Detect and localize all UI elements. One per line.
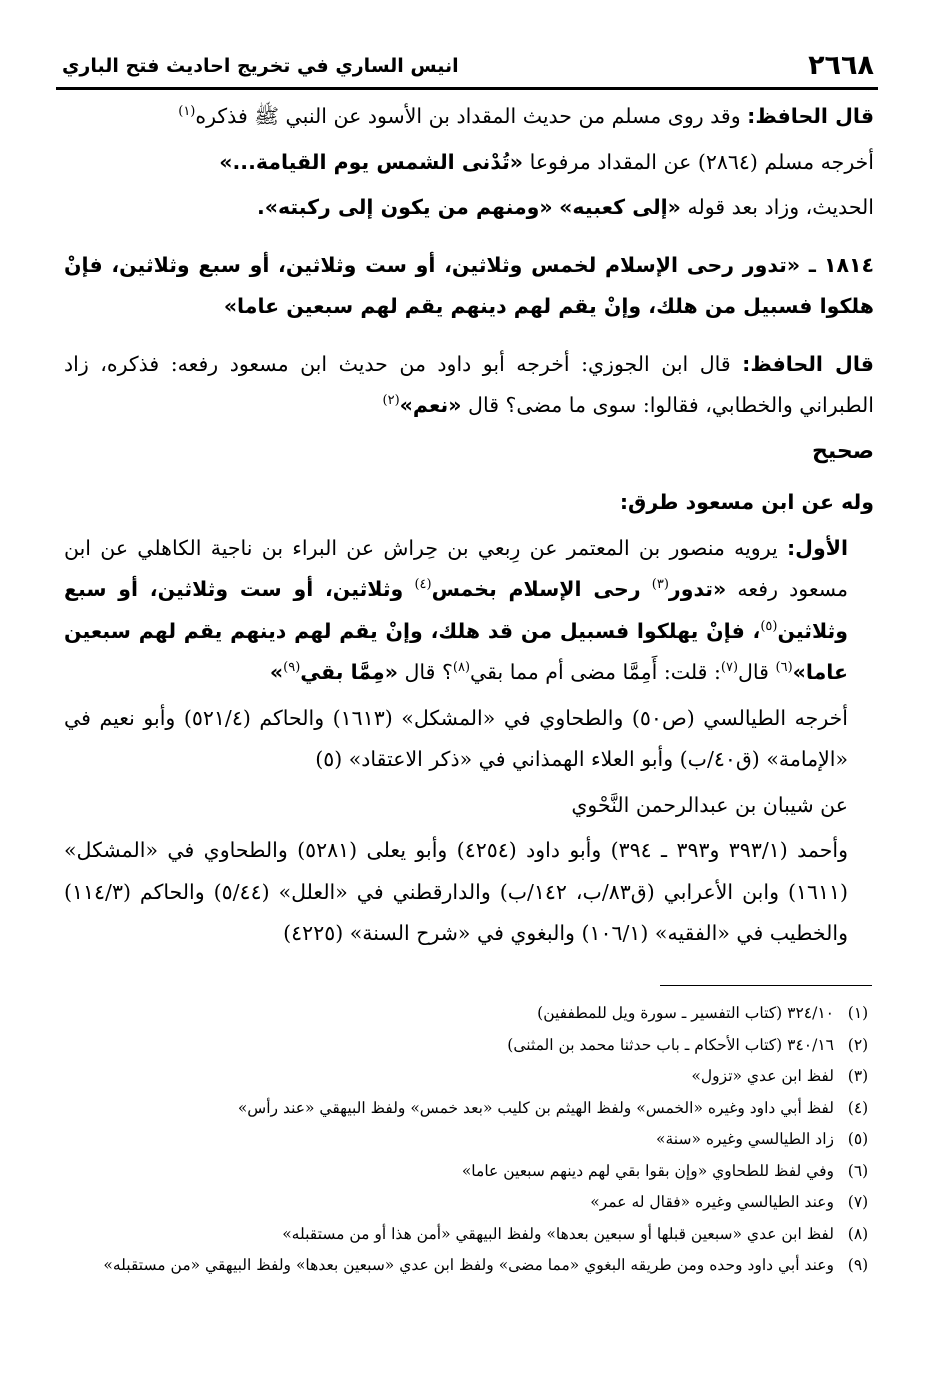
hadith-quote: «إلى كعبيه» xyxy=(559,195,681,219)
paragraph-text: قال ابن الجوزي: أخرجه أبو داود من حديث ابن مسعود رفعه: فذكره، زاد الطبراني والخطابي، فقالوا: سوى ما مضى؟ قال xyxy=(64,351,874,417)
footnote xyxy=(64,1250,882,1282)
paragraph-muslim xyxy=(64,142,874,184)
footnote-text: لفظ أبي داود وغيره «الخمس» ولفظ الهيثم بن كليب «بعد خمس» ولفظ البيهقي «عند رأس» xyxy=(237,1098,834,1117)
hadith-quote: » xyxy=(269,660,284,684)
footnote-rule xyxy=(660,985,872,986)
footnote-text: لفظ ابن عدي «سبعين قبلها أو سبعين بعدها» ولفظ البيهقي «أمن هذا أو من مستقبله» xyxy=(282,1224,834,1243)
footnote-ref[interactable]: (٦) xyxy=(775,660,793,676)
hadith-quote: «ومنهم من يكون إلى ركبته». xyxy=(256,195,553,219)
footnote-number: (٣) xyxy=(847,1067,869,1085)
footnote-ref[interactable]: (٣) xyxy=(651,577,669,593)
footnote-number: (٩) xyxy=(847,1256,869,1274)
chain-text: ؟ قال xyxy=(404,660,453,684)
footnote xyxy=(64,1093,882,1125)
footnote-number: (١) xyxy=(847,1004,869,1022)
paragraph-addition xyxy=(64,187,874,229)
footnote xyxy=(64,1187,882,1219)
footnote-number: (٧) xyxy=(847,1193,869,1211)
running-title: انيس الساري في تخريج احاديث فتح الباري xyxy=(62,55,459,77)
chain-shayban: عن شيبان بن عبدالرحمن النَّحْوي xyxy=(571,792,848,817)
footnote-text: وعند الطيالسي وغيره «فقال له عمر» xyxy=(590,1193,834,1211)
footnote-ref[interactable]: (٢) xyxy=(382,393,400,409)
footnote xyxy=(64,1219,882,1251)
footnote xyxy=(64,998,882,1030)
footnote xyxy=(64,1124,882,1156)
hadith-number: ١٨١٤ xyxy=(823,252,874,277)
hadith-text: ـ «تدور رحى الإسلام لخمس وثلاثين، أو ست وثلاثين، أو سبع وثلاثين، فإنْ هلكوا فسبيل من هلك، وإنْ يقم لهم دينهم يقم لهم سبعين عاما» xyxy=(64,252,874,318)
paragraph-hafiz-1 xyxy=(64,96,874,138)
hadith-quote: رحى الإسلام بخمس xyxy=(431,577,641,601)
paragraph-text: الحديث، وزاد بعد قوله xyxy=(687,195,874,219)
paths-heading xyxy=(64,482,874,524)
hadith-quote: «تُدْنى الشمس يوم القيامة...» xyxy=(219,149,524,174)
footnote-text: وعند أبي داود وحده ومن طريقه البغوي «مما مضى» ولفظ ابن عدي «سبعين بعدها» ولفظ البيهقي «من مستقبله» xyxy=(103,1256,834,1274)
hadith-quote: وثلاثين، أو ست وثلاثين، أو سبع وثلاثين xyxy=(64,577,848,643)
footnote-number: (٤) xyxy=(847,1098,869,1117)
footnote-ref[interactable]: (٤) xyxy=(414,577,432,593)
footnote-ref[interactable]: (٩) xyxy=(283,660,301,676)
footnote-number: (٨) xyxy=(847,1224,869,1243)
main-text xyxy=(64,96,874,959)
footnote-ref[interactable]: (١) xyxy=(178,104,196,120)
footnote-ref[interactable]: (٨) xyxy=(452,660,471,676)
speaker-label: قال الحافظ: xyxy=(742,351,874,376)
footnote-ref[interactable]: (٧) xyxy=(720,660,739,676)
paragraph-text: أخرجه مسلم (٢٨٦٤) عن المقداد مرفوعا xyxy=(529,149,874,174)
hadith-quote: «تدور xyxy=(668,577,727,601)
footnote-number: (٢) xyxy=(847,1035,869,1054)
takhrij-2: وأحمد (٣٩٣/١ و٣٩٣ ـ ٣٩٤) وأبو داود (٤٢٥٤) وأبو يعلى (٥٢٨١) والطحاوي في «المشكل» (١٦١١) وابن الأعرابي (ق٨٣/ب، ١٤٢/ب) والدارقطني في «العلل» (٥/٤٤) والحاكم (١١٤/٣) والخطيب في «الفقيه» (١٠٦/١) والبغوي في «شرح السنة» (٤٢٢٥) xyxy=(64,838,849,945)
footnote-number: (٥) xyxy=(847,1130,869,1148)
footnote-text: لفظ ابن عدي «تزول» xyxy=(691,1067,834,1085)
footnote-text: ٣٢٤/١٠ (كتاب التفسير ـ سورة ويل للمطففين) xyxy=(537,1004,834,1022)
footnote-text: زاد الطيالسي وغيره «سنة» xyxy=(656,1130,834,1148)
chain-text: : قلت: أَمِمَّا مضى أم مما بقي xyxy=(470,660,721,684)
chain-text: يرويه منصور بن المعتمر عن رِبعي بن حِراش عن البراء بن ناجية الكاهلي عن ابن مسعود رفعه xyxy=(64,535,848,601)
footnote-ref[interactable]: (٥) xyxy=(760,618,778,634)
first-path xyxy=(64,528,874,694)
footnote-text: وفي لفظ للطحاوي «وإن بقوا بقي لهم دينهم سبعين عاما» xyxy=(461,1161,834,1180)
hadith-quote: ، فإنْ يهلكوا فسبيل من قد هلك، وإنْ يقم لهم دينهم يقم لهم سبعين عاما» xyxy=(64,618,848,684)
footnote xyxy=(64,1156,882,1188)
footnote-text: ٣٤٠/١٦ (كتاب الأحكام ـ باب حدثنا محمد بن المثنى) xyxy=(507,1035,834,1054)
header-rule xyxy=(56,87,878,90)
footnote xyxy=(64,1061,882,1093)
hadith-quote: «مِمَّا بقي xyxy=(300,660,398,684)
page-header xyxy=(62,34,874,84)
page-number: ٢٦٦٨ xyxy=(808,50,874,81)
footnotes xyxy=(64,998,882,1282)
grade-label: صحيح xyxy=(812,438,874,464)
takhrij-1: أخرجه الطيالسي (ص٥٠) والطحاوي في «المشكل» (١٦١٣) والحاكم (٥٢١/٤) وأبو نعيم في «الإمامة» (ق٤٠/ب) وأبو العلاء الهمذاني في «ذكر الاعتقاد» (٥) xyxy=(64,705,849,771)
footnote-number: (٦) xyxy=(847,1161,869,1180)
hadith-quote: «نعم» xyxy=(399,393,462,417)
path-label: الأول: xyxy=(786,535,848,560)
speaker-label: قال الحافظ: xyxy=(747,104,874,128)
paragraph-text: وقد روى مسلم من حديث المقداد بن الأسود عن النبي ﷺ فذكره xyxy=(195,104,741,128)
paths-heading-text: وله عن ابن مسعود طرق: xyxy=(619,490,874,514)
chain-text: قال xyxy=(738,660,769,684)
hadith-entry xyxy=(64,245,874,328)
paragraph-hafiz-2 xyxy=(64,344,874,427)
footnote xyxy=(64,1030,882,1062)
